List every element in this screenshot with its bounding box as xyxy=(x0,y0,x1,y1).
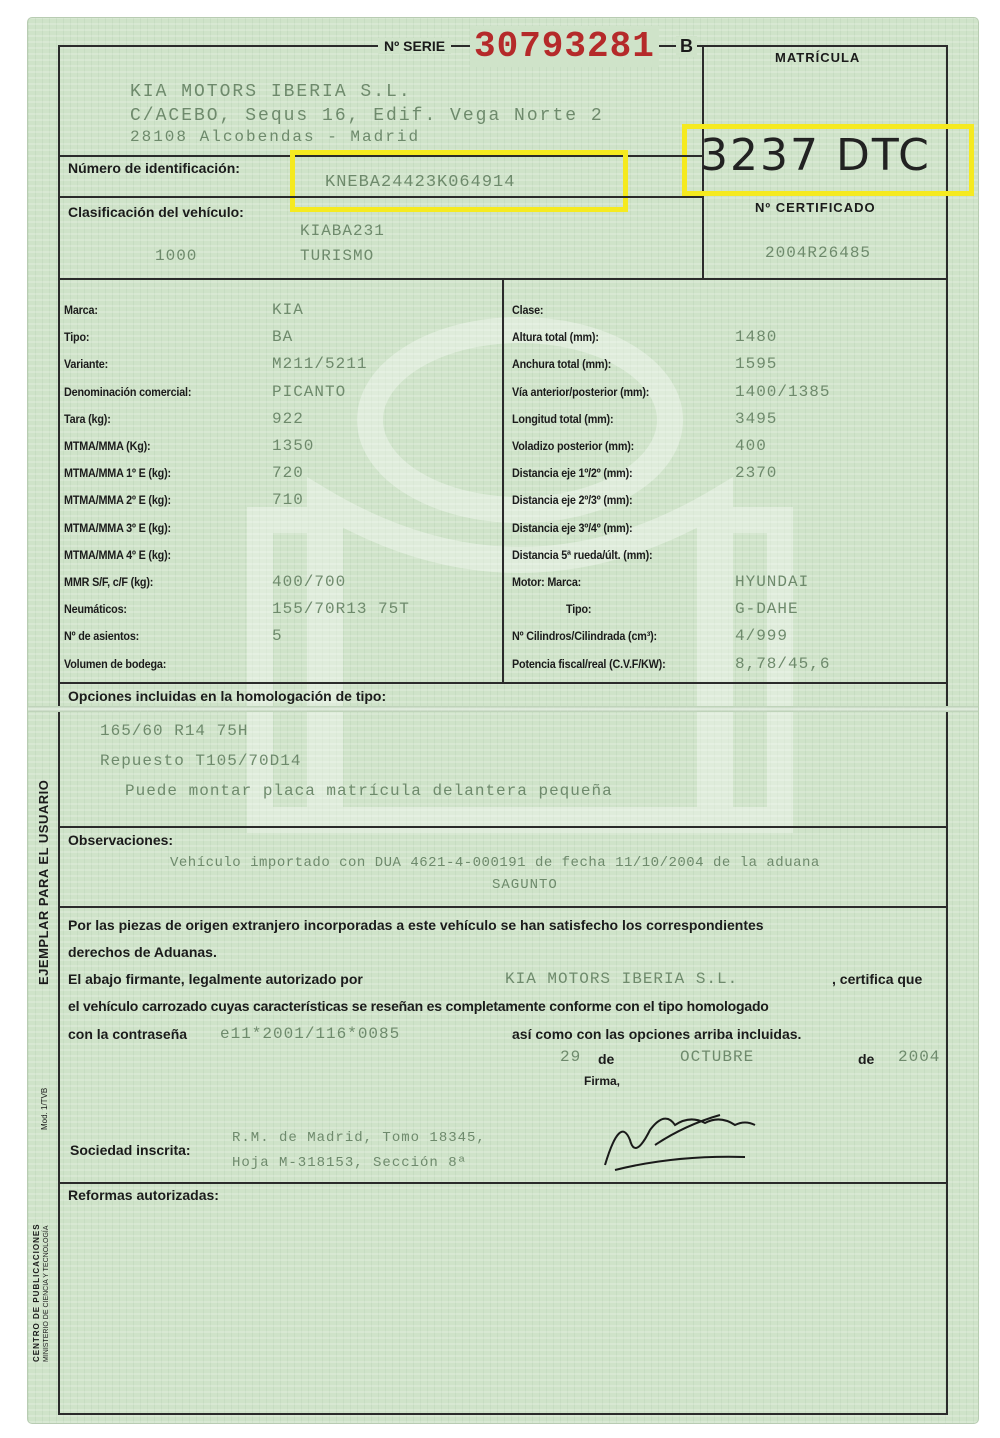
spec-left-label: MMR S/F, c/F (kg): xyxy=(64,575,154,589)
identification-value: KNEBA24423K064914 xyxy=(325,173,516,192)
spec-left-label: Tara (kg): xyxy=(64,411,111,426)
spec-left-label: Nº de asientos: xyxy=(64,629,140,644)
spec-left-label: Marca: xyxy=(64,303,98,317)
signature xyxy=(595,1085,775,1175)
plate-highlight xyxy=(682,124,974,196)
declaration-line-1: Por las piezas de origen extranjero incorporadas a este vehículo se han satisfecho los correspondientes xyxy=(68,917,764,933)
option-line: Repuesto T105/70D14 xyxy=(100,752,302,770)
spec-left-label: Tipo: xyxy=(64,330,90,345)
spec-right-value: HYUNDAI xyxy=(735,573,810,591)
certificate-label: Nº CERTIFICADO xyxy=(755,200,876,215)
spec-right-label: Distancia eje 2º/3º (mm): xyxy=(512,493,633,508)
homologation-number: e11*2001/116*0085 xyxy=(220,1025,401,1043)
spec-right-label: Clase: xyxy=(512,303,544,317)
date-day: 29 xyxy=(560,1048,582,1066)
spec-left-label: MTMA/MMA (Kg): xyxy=(64,439,151,453)
divider xyxy=(58,682,948,684)
ministry-label: MINISTERIO DE CIENCIA Y TECNOLOGÍA xyxy=(43,1225,50,1362)
spec-right-value: 3495 xyxy=(735,409,778,428)
declaration-line-3-post: , certifica que xyxy=(832,971,923,987)
divider xyxy=(58,906,948,908)
spec-left-label: MTMA/MMA 1º E (kg): xyxy=(64,466,171,481)
spec-left-value: 710 xyxy=(272,491,304,510)
serie-number: 30793281 xyxy=(470,26,659,67)
spec-left-label: Neumáticos: xyxy=(64,602,127,617)
classification-code: KIABA231 xyxy=(300,222,385,240)
spec-left-value: 400/700 xyxy=(272,573,347,591)
spec-left-value: M211/5211 xyxy=(272,355,368,374)
spec-right-value: 2370 xyxy=(735,464,778,483)
spec-left-value: KIA xyxy=(272,301,304,319)
spec-left-label: Volumen de bodega: xyxy=(64,656,167,671)
observations-line-1: Vehículo importado con DUA 4621-4-000191 de fecha 11/10/2004 de la aduana xyxy=(170,855,820,871)
declaration-line-5-post: así como con las opciones arriba incluidas. xyxy=(512,1026,802,1042)
date-de-1: de xyxy=(598,1051,615,1067)
option-line: 165/60 R14 75H xyxy=(100,722,249,740)
firma-label: Firma, xyxy=(584,1074,621,1088)
spec-left-label: MTMA/MMA 4º E (kg): xyxy=(64,547,171,562)
plate-number: 3237 DTC xyxy=(700,130,931,181)
society-line-1: R.M. de Madrid, Tomo 18345, xyxy=(232,1130,486,1146)
spec-right-label: Distancia eje 1º/2º (mm): xyxy=(512,466,633,481)
issuer-line-1: KIA MOTORS IBERIA S.L. xyxy=(130,82,412,102)
society-label: Sociedad inscrita: xyxy=(70,1142,191,1158)
matricula-label: MATRÍCULA xyxy=(775,50,861,65)
spec-left-label: MTMA/MMA 3º E (kg): xyxy=(64,520,171,535)
reforms-label: Reformas autorizadas: xyxy=(68,1187,219,1203)
issuer-line-2: C/ACEBO, Sequs 16, Edif. Vega Norte 2 xyxy=(130,106,604,126)
issuer-line-3: 28108 Alcobendas - Madrid xyxy=(130,128,421,146)
spec-left-value: 720 xyxy=(272,464,304,483)
spec-right-label: Nº Cilindros/Cilindrada (cm³): xyxy=(512,629,657,644)
declaration-line-2: derechos de Aduanas. xyxy=(68,944,217,960)
spec-left-value: BA xyxy=(272,328,294,347)
spec-right-label: Anchura total (mm): xyxy=(512,357,612,372)
model-code: Mod. 1/TVB xyxy=(40,1087,49,1130)
date-year: 2004 xyxy=(898,1048,941,1066)
column-divider xyxy=(502,278,504,682)
spec-right-value: 1595 xyxy=(735,355,778,374)
spec-right-label: Longitud total (mm): xyxy=(512,411,614,426)
declaration-line-4: el vehículo carrozado cuyas características se reseñan es completamente conforme con el tipo homologado xyxy=(68,998,769,1014)
declaration-company: KIA MOTORS IBERIA S.L. xyxy=(505,970,739,988)
identification-label: Número de identificación: xyxy=(68,160,240,176)
date-de-2: de xyxy=(858,1051,875,1067)
spec-right-label: Potencia fiscal/real (C.V.F/KW): xyxy=(512,656,666,671)
spec-right-label: Altura total (mm): xyxy=(512,330,599,345)
classification-label: Clasificación del vehículo: xyxy=(68,204,244,220)
spec-right-value: 400 xyxy=(735,437,767,455)
option-line: Puede montar placa matrícula delantera pequeña xyxy=(125,782,613,800)
serie-letter: B xyxy=(676,36,697,57)
spec-right-value: 1480 xyxy=(735,328,778,347)
declaration-line-3-pre: El abajo firmante, legalmente autorizado por xyxy=(68,971,363,987)
date-month: OCTUBRE xyxy=(680,1048,755,1066)
observations-label: Observaciones: xyxy=(68,832,174,848)
spec-right-label: Distancia eje 3º/4º (mm): xyxy=(512,520,633,535)
spec-right-label: Voladizo posterior (mm): xyxy=(512,439,635,453)
serie-label: Nº SERIE xyxy=(378,38,451,54)
observations-line-2: SAGUNTO xyxy=(492,877,558,893)
divider xyxy=(58,826,948,828)
spec-left-value: 1350 xyxy=(272,437,315,455)
spec-left-label: Denominación comercial: xyxy=(64,384,192,399)
vin-highlight xyxy=(290,150,628,212)
publisher-label: CENTRO DE PUBLICACIONES xyxy=(32,1223,41,1362)
spec-left-value: PICANTO xyxy=(272,382,347,401)
user-copy-label: EJEMPLAR PARA EL USUARIO xyxy=(36,779,51,985)
spec-left-value: 922 xyxy=(272,409,304,428)
fold-crease xyxy=(28,706,978,712)
spec-left-value: 155/70R13 75T xyxy=(272,600,410,619)
spec-right-value: 8,78/45,6 xyxy=(735,654,831,673)
certificate-value: 2004R26485 xyxy=(765,244,872,262)
classification-kind: TURISMO xyxy=(300,247,375,265)
classification-number: 1000 xyxy=(155,247,198,265)
spec-right-value: G-DAHE xyxy=(735,600,799,619)
spec-left-label: MTMA/MMA 2º E (kg): xyxy=(64,493,171,508)
spec-left-value: 5 xyxy=(272,627,283,646)
society-line-2: Hoja M-318153, Sección 8ª xyxy=(232,1155,468,1171)
spec-right-label: Vía anterior/posterior (mm): xyxy=(512,384,650,399)
spec-right-label: Motor: Marca: xyxy=(512,575,582,589)
spec-right-value: 1400/1385 xyxy=(735,382,831,401)
declaration-line-5-pre: con la contraseña xyxy=(68,1026,188,1042)
spec-right-label: Distancia 5ª rueda/últ. (mm): xyxy=(512,547,653,562)
divider xyxy=(58,1182,948,1184)
spec-left-label: Variante: xyxy=(64,357,109,372)
divider xyxy=(58,196,703,198)
spec-right-label: Tipo: xyxy=(566,602,592,617)
options-label: Opciones incluidas en la homologación de tipo: xyxy=(68,688,387,704)
spec-right-value: 4/999 xyxy=(735,627,789,646)
